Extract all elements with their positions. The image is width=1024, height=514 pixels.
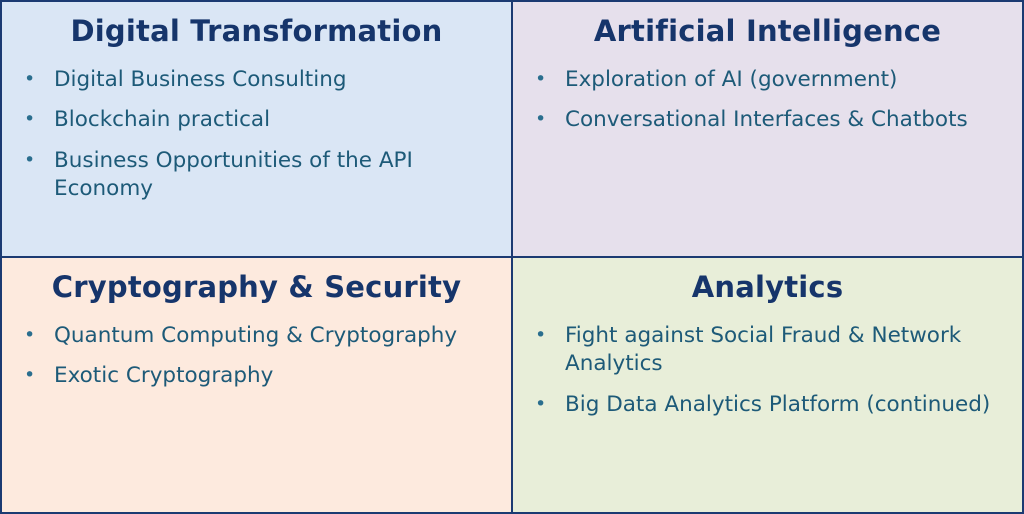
bullet-dot-icon: • bbox=[24, 67, 36, 90]
bullet-dot-icon: • bbox=[535, 67, 547, 90]
list-item-label: Business Opportunities of the API Economy bbox=[54, 147, 413, 202]
bullet-list bbox=[531, 322, 1004, 431]
quadrant-digital-transformation bbox=[2, 2, 511, 256]
list-item bbox=[535, 391, 1004, 419]
list-item bbox=[535, 322, 1004, 379]
quadrant-title: Analytics bbox=[691, 270, 844, 304]
list-item-label: Digital Business Consulting bbox=[54, 66, 347, 92]
quadrant-title: Artificial Intelligence bbox=[593, 14, 942, 48]
list-item-label: Fight against Social Fraud & Network Analytics bbox=[565, 322, 962, 377]
list-item bbox=[24, 66, 493, 94]
list-item-label: Quantum Computing & Cryptography bbox=[54, 322, 458, 348]
quadrant-analytics bbox=[513, 258, 1022, 512]
bullet-dot-icon: • bbox=[24, 148, 36, 171]
bullet-list bbox=[20, 66, 493, 216]
quadrant-cryptography-and-security bbox=[2, 258, 511, 512]
list-item-label: Big Data Analytics Platform (continued) bbox=[565, 391, 991, 417]
list-item-label: Exotic Cryptography bbox=[54, 363, 274, 389]
bullet-dot-icon: • bbox=[24, 364, 36, 387]
bullet-dot-icon: • bbox=[24, 108, 36, 131]
list-item bbox=[535, 106, 1004, 134]
list-item bbox=[24, 362, 493, 390]
list-item bbox=[24, 106, 493, 134]
list-item-label: Exploration of AI (government) bbox=[565, 66, 898, 92]
list-item bbox=[24, 147, 493, 204]
bullet-dot-icon: • bbox=[535, 392, 547, 415]
bullet-list bbox=[20, 322, 493, 403]
bullet-dot-icon: • bbox=[535, 108, 547, 131]
bullet-dot-icon: • bbox=[24, 323, 36, 346]
list-item-label: Blockchain practical bbox=[54, 107, 271, 133]
quadrant-artificial-intelligence bbox=[513, 2, 1022, 256]
list-item bbox=[535, 66, 1004, 94]
quadrant-title: Cryptography & Security bbox=[51, 270, 462, 304]
list-item bbox=[24, 322, 493, 350]
quadrant-title: Digital Transformation bbox=[70, 14, 443, 48]
bullet-dot-icon: • bbox=[535, 323, 547, 346]
list-item-label: Conversational Interfaces & Chatbots bbox=[565, 107, 968, 133]
bullet-list bbox=[531, 66, 1004, 147]
